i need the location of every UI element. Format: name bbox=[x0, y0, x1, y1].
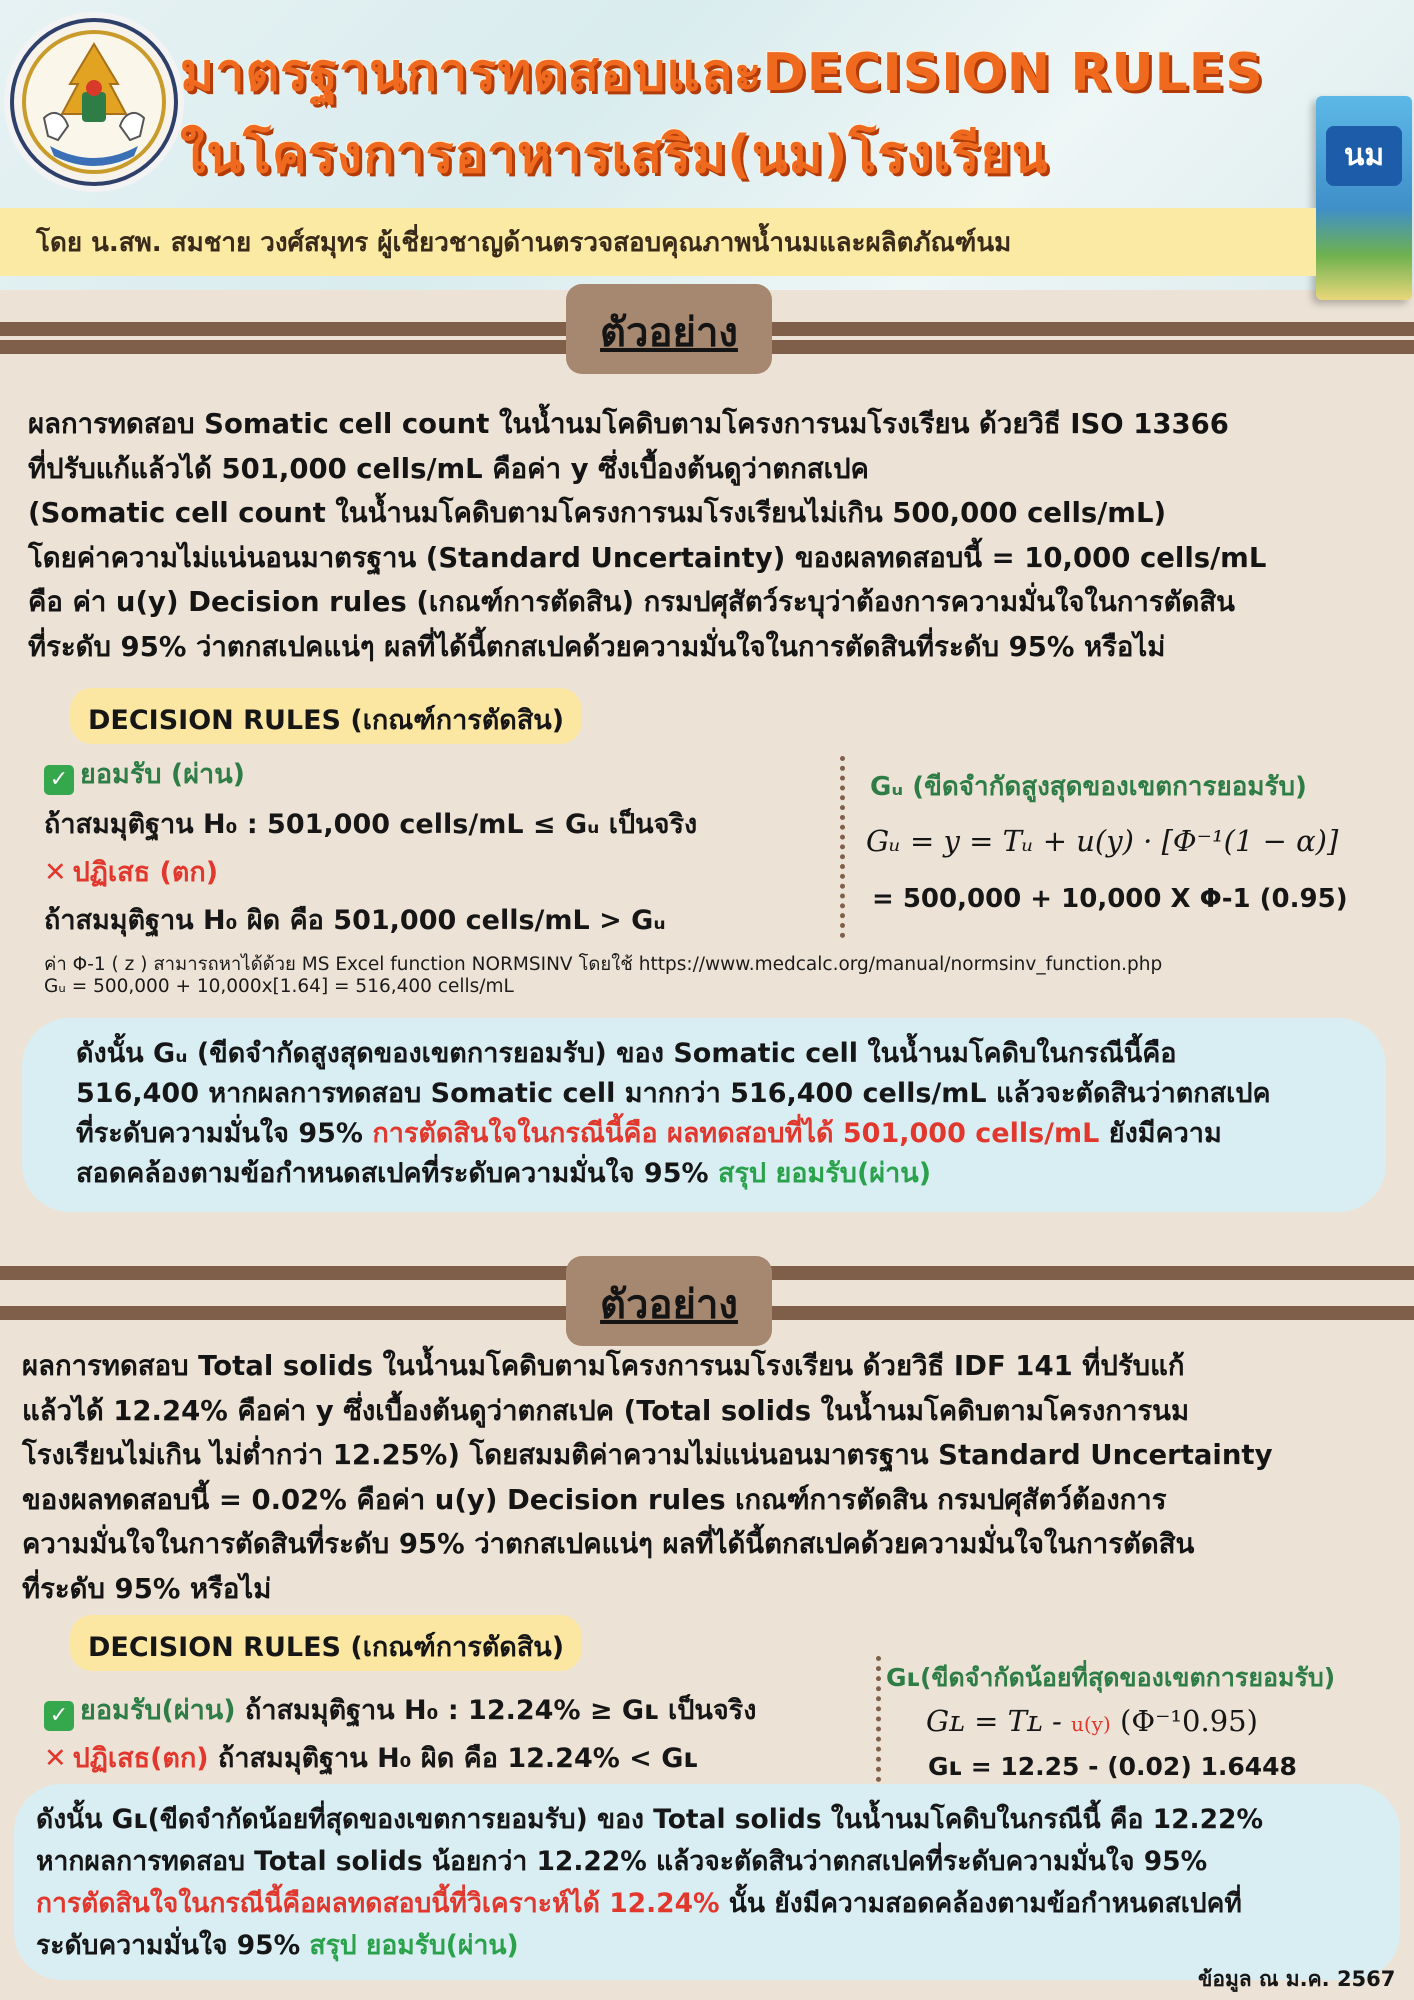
check-icon: ✓ bbox=[44, 765, 74, 795]
reject-rule: ✕ ปฏิเสธ(ตก) ถ้าสมมุติฐาน H₀ ผิด คือ 12.24% < Gʟ bbox=[44, 1743, 698, 1774]
paragraph-line: โดยค่าความไม่แน่นอนมาตรฐาน (Standard Uncertainty) ของผลทดสอบนี้ = 10,000 cells/mL bbox=[28, 541, 1267, 574]
reject-rule-heading: ✕ ปฏิเสธ (ตก) bbox=[44, 857, 219, 888]
section-heading-text: ตัวอย่าง bbox=[600, 310, 738, 356]
check-icon: ✓ bbox=[44, 1701, 74, 1731]
conclusion-line: การตัดสินใจในกรณีนี้คือผลทดสอบนี้ที่วิเคราะห์ได้ 12.24% นั้น ยังมีความสอดคล้องตามข้อกำหนดสเปคที่ bbox=[36, 1888, 1242, 1919]
upper-limit-title: Gᵤ (ขีดจำกัดสูงสุดของเขตการยอมรับ) bbox=[870, 772, 1307, 802]
paragraph-line: ที่ปรับแก้แล้วได้ 501,000 cells/mL คือค่า y ซึ่งเบื้องต้นดูว่าตกสเปค bbox=[28, 452, 869, 485]
conclusion-line: 516,400 หากผลการทดสอบ Somatic cell มากกว่า 516,400 cells/mL แล้วจะตัดสินว่าตกสเปค bbox=[76, 1078, 1271, 1109]
paragraph-line: ของผลทดสอบนี้ = 0.02% คือค่า u(y) Decision rules เกณฑ์การตัดสิน กรมปศุสัตว์ต้องการ bbox=[22, 1483, 1167, 1516]
section-heading bbox=[566, 1256, 772, 1346]
lower-limit-formula: Gʟ = Tʟ - u(y) (Φ⁻¹0.95) bbox=[926, 1704, 1258, 1738]
conclusion-line: ระดับความมั่นใจ 95% สรุป ยอมรับ(ผ่าน) bbox=[36, 1930, 519, 1961]
example2-paragraph bbox=[22, 1344, 1273, 1611]
accept-rule: ✓ ยอมรับ(ผ่าน) ถ้าสมมุติฐาน H₀ : 12.24% ≥ Gʟ เป็นจริง bbox=[44, 1688, 756, 1731]
paragraph-line: ที่ระดับ 95% หรือไม่ bbox=[22, 1572, 272, 1605]
verdict-accept: สรุป ยอมรับ(ผ่าน) bbox=[717, 1158, 932, 1189]
upper-limit-formula: Gᵤ = y = Tᵤ + u(y) · [Φ⁻¹(1 − α)] bbox=[866, 824, 1339, 858]
lower-limit-title: Gʟ(ขีดจำกัดน้อยที่สุดของเขตการยอมรับ) bbox=[886, 1663, 1336, 1692]
dotted-separator bbox=[840, 756, 845, 938]
paragraph-line: (Somatic cell count ในน้ำนมโคดิบตามโครงการนมโรงเรียนไม่เกิน 500,000 cells/mL) bbox=[28, 497, 1167, 529]
paragraph-line: โรงเรียนไม่เกิน ไม่ต่ำกว่า 12.25%) โดยสมมติค่าความไม่แน่นอนมาตรฐาน Standard Uncertainty bbox=[22, 1439, 1273, 1471]
decision-rules-label: DECISION RULES (เกณฑ์การตัดสิน) bbox=[70, 688, 582, 744]
conclusion-line: ดังนั้น Gʟ(ขีดจำกัดน้อยที่สุดของเขตการยอมรับ) ของ Total solids ในน้ำนมโคดิบในกรณีนี้ คือ 12.22% bbox=[36, 1804, 1264, 1835]
section-heading-text: ตัวอย่าง bbox=[600, 1282, 738, 1328]
page-title-line1: มาตรฐานการทดสอบและDECISION RULES bbox=[180, 43, 1264, 103]
page-title-line2: ในโครงการอาหารเสริม(นม)โรงเรียน bbox=[180, 125, 1049, 185]
paragraph-line: แล้วได้ 12.24% คือค่า y ซึ่งเบื้องต้นดูว่าตกสเปค (Total solids ในน้ำนมโคดิบตามโครงการนม bbox=[22, 1394, 1190, 1427]
accept-rule-heading: ✓ ยอมรับ (ผ่าน) bbox=[44, 752, 245, 795]
section-heading bbox=[566, 284, 772, 374]
accept-rule-text: ถ้าสมมุติฐาน H₀ : 501,000 cells/mL ≤ Gᵤ เป็นจริง bbox=[44, 809, 698, 840]
conclusion-line: ที่ระดับความมั่นใจ 95% การตัดสินใจในกรณีนี้คือ ผลทดสอบที่ได้ 501,000 cells/mL ยังมีความ bbox=[76, 1118, 1222, 1149]
paragraph-line: ความมั่นใจในการตัดสินที่ระดับ 95% ว่าตกสเปคแน่ๆ ผลที่ได้นี้ตกสเปคด้วยความมั่นใจในการตัดสิน bbox=[22, 1528, 1195, 1560]
lower-limit-calculation: Gʟ = 12.25 - (0.02) 1.6448 bbox=[928, 1752, 1297, 1781]
paragraph-line: ที่ระดับ 95% ว่าตกสเปคแน่ๆ ผลที่ได้นี้ตกสเปคด้วยความมั่นใจในการตัดสินที่ระดับ 95% หรือไม่ bbox=[28, 630, 1166, 663]
milk-carton-label: นม bbox=[1326, 126, 1402, 186]
verdict-accept: สรุป ยอมรับ(ผ่าน) bbox=[309, 1930, 519, 1961]
upper-limit-result: Gᵤ = 500,000 + 10,000x[1.64] = 516,400 cells/mL bbox=[44, 976, 514, 997]
decision-rules-label: DECISION RULES (เกณฑ์การตัดสิน) bbox=[70, 1615, 582, 1671]
conclusion-line: หากผลการทดสอบ Total solids น้อยกว่า 12.22% แล้วจะตัดสินว่าตกสเปคที่ระดับความมั่นใจ 95% bbox=[36, 1846, 1208, 1877]
paragraph-line: ผลการทดสอบ Total solids ในน้ำนมโคดิบตามโครงการนมโรงเรียน ด้วยวิธี IDF 141 ที่ปรับแก้ bbox=[22, 1350, 1185, 1382]
reject-rule-text: ถ้าสมมุติฐาน H₀ ผิด คือ 501,000 cells/mL > Gᵤ bbox=[44, 905, 666, 936]
normsinv-note: ค่า Φ-1 ( z ) สามารถหาได้ด้วย MS Excel function NORMSINV โดยใช้ https://www.medcalc.org/manual/normsinv_function.php bbox=[44, 954, 1163, 975]
cross-icon: ✕ bbox=[44, 1743, 67, 1774]
paragraph-line: ผลการทดสอบ Somatic cell count ในน้ำนมโคดิบตามโครงการนมโรงเรียน ด้วยวิธี ISO 13366 bbox=[28, 408, 1229, 440]
example1-paragraph bbox=[28, 402, 1266, 669]
paragraph-line: คือ ค่า u(y) Decision rules (เกณฑ์การตัดสิน) กรมปศุสัตว์ระบุว่าต้องการความมั่นใจในการตัดสิน bbox=[28, 586, 1235, 618]
author-byline: โดย น.สพ. สมชาย วงศ์สมุทร ผู้เชี่ยวชาญด้านตรวจสอบคุณภาพน้ำนมและผลิตภัณฑ์นม bbox=[36, 228, 1012, 258]
conclusion-line: ดังนั้น Gᵤ (ขีดจำกัดสูงสุดของเขตการยอมรับ) ของ Somatic cell ในน้ำนมโคดิบในกรณีนี้คือ bbox=[76, 1038, 1177, 1069]
cross-icon: ✕ bbox=[44, 857, 67, 888]
conclusion-line: สอดคล้องตามข้อกำหนดสเปคที่ระดับความมั่นใจ 95% สรุป ยอมรับ(ผ่าน) bbox=[76, 1158, 932, 1189]
upper-limit-calculation: = 500,000 + 10,000 X Φ-1 (0.95) bbox=[872, 884, 1348, 914]
department-seal-logo bbox=[10, 18, 178, 186]
data-date-footer: ข้อมูล ณ ม.ค. 2567 bbox=[1198, 1967, 1396, 1991]
school-milk-carton-image bbox=[1316, 96, 1412, 300]
dotted-separator bbox=[876, 1656, 881, 1782]
